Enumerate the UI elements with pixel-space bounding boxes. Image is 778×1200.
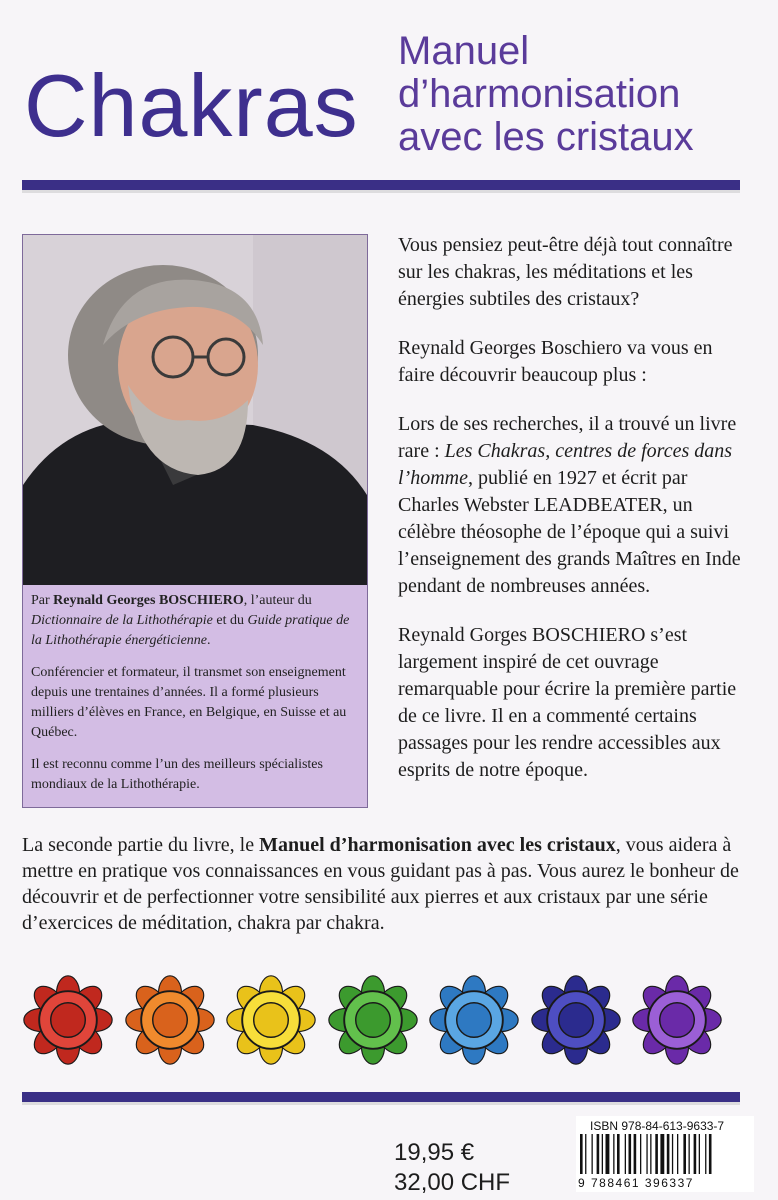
third-eye-chakra-icon (528, 972, 624, 1068)
author-bio-p1: Par Reynald Georges BOSCHIERO, l’auteur du Dictionnaire de la Lithothérapie et du Guide pratique de la Lithothérapie énergéticienne. (31, 593, 350, 648)
book-subtitle (398, 30, 758, 159)
author-box (22, 234, 368, 808)
author-bio-p3: Il est reconnu comme l’un des meilleurs spécialistes mondiaux de la Lithothérapie. (31, 757, 323, 792)
root-chakra-icon (20, 972, 116, 1068)
author-portrait-photo (23, 235, 367, 585)
heart-chakra-icon (325, 972, 421, 1068)
throat-chakra-icon (426, 972, 522, 1068)
barcode-icon (576, 1134, 754, 1176)
subtitle-line-3: avec les cristaux (398, 115, 694, 159)
description-p4: Reynald Gorges BOSCHIERO s’est largement inspiré de cet ouvrage remarquable pour écrire la première partie de ce livre. Il en a commenté certains passages pour les rendre accessibles aux esprits de notre époque. (398, 624, 737, 781)
isbn-barcode-box (576, 1116, 754, 1192)
description-p3: Lors de ses recherches, il a trouvé un livre rare : Les Chakras, centres de forces dans l’homme, publié en 1927 et écrit par Charles Webster LEADBEATER, un célèbre théosophe de l’époque qui a suivi l’enseignement des grands Maîtres en Inde pendant de nombreuses années. (398, 413, 741, 597)
bottom-divider (22, 1092, 740, 1102)
barcode-digits: 9 788461 396337 (578, 1176, 694, 1190)
manual-title: Manuel d’harmonisation avec les cristaux (259, 834, 616, 856)
price-block (394, 1138, 510, 1198)
leadbeater-book-title: Les Chakras, centres de forces dans l’homme (398, 440, 733, 489)
author-bio (31, 591, 361, 807)
chakra-symbols-row (20, 972, 740, 1072)
book-ref-2: Guide pratique de la Lithothérapie énergéticienne (31, 613, 350, 648)
price-eur: 19,95 € (394, 1139, 475, 1166)
description-p2: Reynald Georges Boschiero va vous en faire découvrir beaucoup plus : (398, 337, 713, 386)
price-chf: 32,00 CHF (394, 1169, 511, 1196)
book-ref-1: Dictionnaire de la Lithothérapie (31, 613, 213, 628)
author-name: Reynald Georges BOSCHIERO (53, 593, 244, 608)
description-column (398, 232, 748, 806)
crown-chakra-icon (629, 972, 725, 1068)
subtitle-line-1: Manuel (398, 29, 530, 73)
solar-plexus-chakra-icon (223, 972, 319, 1068)
second-part-description: La seconde partie du livre, le Manuel d’harmonisation avec les cristaux, vous aidera à mettre en pratique vos connaissances en vous guidant pas à pas. Vous aurez le bonheur de découvrir et de perfectionner votre sensibilité aux pierres et aux cristaux par une série d’exercices de méditation, chakra par chakra. (22, 834, 739, 934)
author-bio-p2: Conférencier et formateur, il transmet son enseignement depuis une trentaines d’années. Il a formé plusieurs milliers d’élèves en France, en Belgique, en Suisse et au Québec. (31, 665, 347, 740)
author-portrait-icon (23, 235, 367, 585)
top-divider (22, 180, 740, 190)
description-p1: Vous pensiez peut-être déjà tout connaître sur les chakras, les méditations et les énergies subtiles des cristaux? (398, 234, 733, 310)
book-title: Chakras (24, 56, 359, 155)
sacral-chakra-icon (122, 972, 218, 1068)
subtitle-line-2: d’harmonisation (398, 72, 681, 116)
isbn-label: ISBN 978-84-613-9633-7 (590, 1119, 725, 1133)
